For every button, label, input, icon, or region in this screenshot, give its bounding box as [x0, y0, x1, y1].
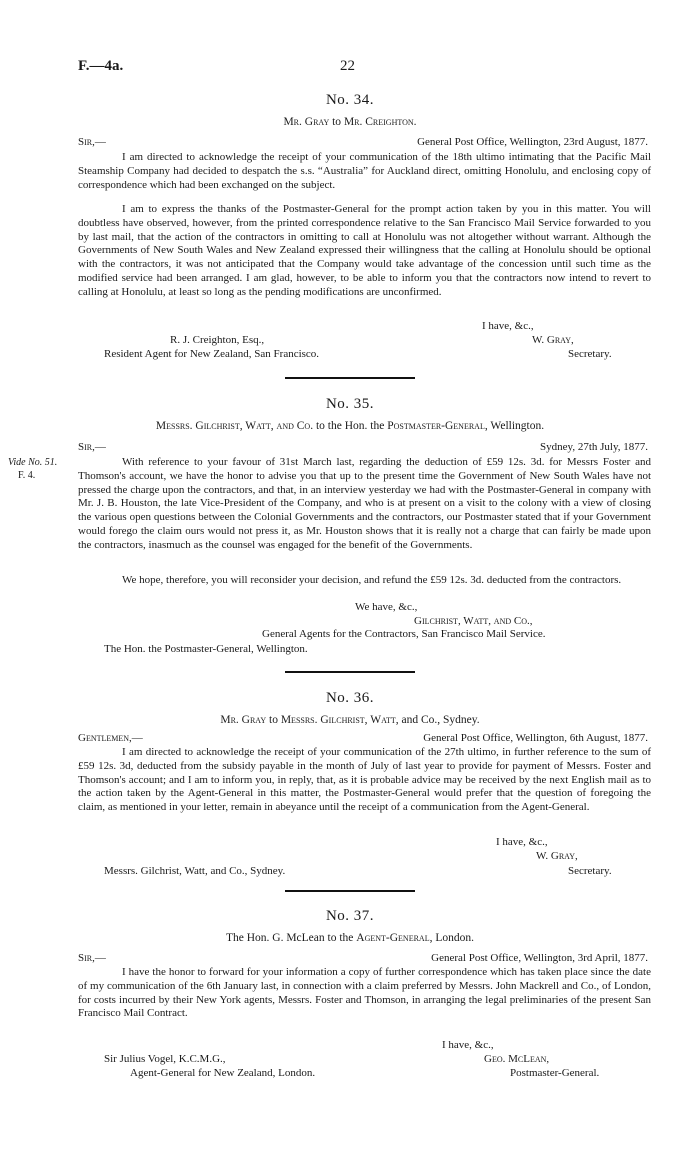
- letter-number: No. 37.: [325, 908, 375, 924]
- title-tail: and Co., Sydney.: [398, 714, 480, 726]
- title-to: Agent-General: [356, 932, 430, 944]
- side-note: F. 4.: [18, 470, 36, 481]
- title-mid: to: [329, 116, 344, 128]
- signer: W. Gray,: [536, 850, 578, 862]
- side-note: Vide No. 51.: [8, 457, 58, 468]
- title-from: Mr. Gray: [220, 714, 267, 726]
- salutation: Sir,—: [78, 441, 106, 453]
- signer-title: Secretary.: [568, 348, 612, 360]
- signer: Geo. McLean,: [484, 1053, 550, 1065]
- paragraph: I am directed to acknowledge the receipt of your communication of the 18th ultimo intimating that the Pacific Mail Steamship Company had decided to despatch the s.s. “Australia” for Auckland direct, omitting Honolulu, and enclosing copy of correspondence which had been exchanged on the subject.: [78, 151, 651, 191]
- signer: Gilchrist, Watt, and Co.,: [414, 615, 533, 627]
- paragraph: With reference to your favour of 31st March last, regarding the deduction of £59 12s. 3d. for Messrs Foster and Thomson's account, we have the honor to advise you that up to the present time the Government of New South Wales have not pressed the charge upon the contractors, and that, in an interview yesterday we had with the Postmaster-General in company with Mr. J. B. Houston, the late Vice-President of the Company, and who is at present on a visit to the colony with a view of closing the various open questions between the Colonial Governments and the contractors, our Postmaster stated that if your Government would forego the claim ours would not press it, as Mr. Houston shows that it is really not a charge that can fairly be made upon the contractors, inasmuch as the counsel was engaged for the benefit of the Governments.: [78, 456, 651, 551]
- letter-number: No. 35.: [325, 396, 375, 412]
- title-to: Messrs. Gilchrist, Watt,: [280, 714, 399, 726]
- addressee-line: R. J. Creighton, Esq.,: [170, 334, 265, 346]
- place-date: General Post Office, Wellington, 23rd August, 1877.: [417, 136, 648, 148]
- addressee-line: Sir Julius Vogel, K.C.M.G.,: [104, 1053, 226, 1065]
- salutation: Sir,—: [78, 136, 106, 148]
- divider-rule: [285, 377, 415, 379]
- divider-rule: [285, 890, 415, 892]
- title-mid: to the: [324, 932, 357, 944]
- addressee-line: Messrs. Gilchrist, Watt, and Co., Sydney.: [104, 865, 286, 877]
- signer: W. Gray,: [532, 334, 574, 346]
- salutation: Gentlemen,—: [78, 732, 143, 744]
- letter-number: No. 34.: [325, 92, 375, 108]
- paragraph: We hope, therefore, you will reconsider your decision, and refund the £59 12s. 3d. deducted from the contractors.: [122, 574, 622, 586]
- place-date: General Post Office, Wellington, 3rd April, 1877.: [431, 952, 648, 964]
- place-date: General Post Office, Wellington, 6th August, 1877.: [423, 732, 648, 744]
- closing: I have, &c.,: [496, 836, 548, 848]
- paragraph: I am directed to acknowledge the receipt of your communication of the 27th ultimo, in further reference to the sum of £59 12s. 3d, deducted from the subsidy payable in the month of July of last year to provide for payment of Messrs. Foster and Thomson's account; and I am to inform you, in reply, that, as it is probable advice may be received by the next English mail as to the action taken by the Agent-General in this matter, the Postmaster-General would prefer that the question of foregoing the claim, as mentioned in your letter, remain in abeyance until the receipt of a communication from the Agent-General.: [78, 746, 651, 814]
- title-tail: , Wellington.: [484, 420, 545, 432]
- signer-title: Postmaster-General.: [510, 1067, 600, 1079]
- paragraph: I am to express the thanks of the Postmaster-General for the prompt action taken by you in this matter. You will doubtless have observed, however, from the printed correspondence relative to the San Francisco Mail Service forwarded to you by last mail, that the action of the contractors in omitting to call at Honolulu was not altogether without warrant. Although the Governments of New South Wales and New Zealand expressed their willingness that the calling at Honolulu should be optional with the contractors, it was not anticipated that the Company would take advantage of the concession until such time as the modified service had been arranged. I am glad, however, to be able to inform you that the contractors now intend to revert to calling at Honolulu, at least so long as the pending modifications are unconfirmed.: [78, 203, 651, 298]
- title-from: Messrs. Gilchrist, Watt, and Co.: [155, 420, 314, 432]
- closing: We have, &c.,: [355, 601, 418, 613]
- closing: I have, &c.,: [442, 1039, 494, 1051]
- title-mid: to: [266, 714, 281, 726]
- closing: I have, &c.,: [482, 320, 534, 332]
- divider-rule: [285, 671, 415, 673]
- place-date: Sydney, 27th July, 1877.: [540, 441, 648, 453]
- signer-title: General Agents for the Contractors, San Francisco Mail Service.: [262, 628, 546, 640]
- page-number: 22: [340, 58, 355, 74]
- letter-title: [0, 420, 700, 432]
- page-reference: F.—4a.: [78, 58, 124, 74]
- addressee-line: Resident Agent for New Zealand, San Francisco.: [104, 348, 320, 360]
- signer-title: Secretary.: [568, 865, 612, 877]
- letter-title: [0, 116, 700, 128]
- title-from: Mr. Gray: [283, 116, 330, 128]
- title-to: Postmaster-General: [387, 420, 485, 432]
- salutation: Sir,—: [78, 952, 106, 964]
- title-mid: to the Hon. the: [313, 420, 388, 432]
- title-from: The Hon. G. McLean: [225, 932, 325, 944]
- letter-title: [0, 714, 700, 726]
- addressee-line: The Hon. the Postmaster-General, Wellington.: [104, 643, 308, 655]
- letter-title: [0, 932, 700, 944]
- title-tail: , London.: [429, 932, 475, 944]
- letter-number: No. 36.: [325, 690, 375, 706]
- title-to: Mr. Creighton.: [343, 116, 417, 128]
- paragraph: I have the honor to forward for your information a copy of further correspondence which has taken place since the date of my communication of the 6th January last, in connection with a claim preferred by Messrs. John Mackrell and Co., of London, for costs incurred by their New York agents, Messrs. Foster and Thomson, in arranging the legal preliminaries of the present San Francisco Mail Contract.: [78, 966, 651, 1020]
- addressee-line: Agent-General for New Zealand, London.: [130, 1067, 316, 1079]
